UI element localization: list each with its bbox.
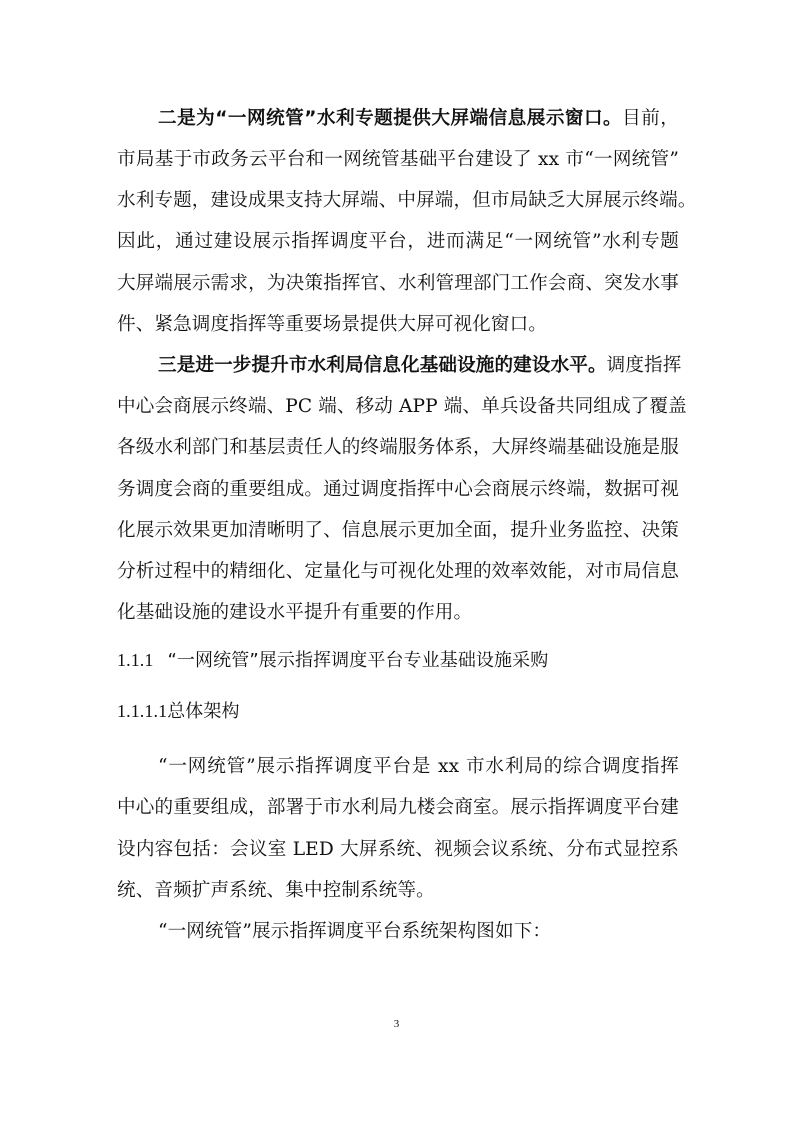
heading-title: “一网统管”展示指挥调度平台专业基础设施采购 [167, 650, 549, 671]
section-heading-1-1-1-1 [117, 699, 679, 724]
paragraph-4-line-4: 统、音频扩声系统、集中控制系统等。 [117, 880, 435, 901]
paragraph-4-line-3: 设内容包括：会议室 LED 大屏系统、视频会议系统、分布式显控系 [117, 839, 679, 860]
paragraph-2-line-5: 大屏端展示需求，为决策指挥官、水利管理部门工作会商、突发水事 [117, 273, 679, 294]
paragraph-3-line-3: 各级水利部门和基层责任人的终端服务体系，大屏终端基础设施是服 [117, 437, 679, 458]
page-number: 3 [393, 1018, 400, 1030]
paragraph-5: “一网统管”展示指挥调度平台系统架构图如下： [158, 921, 552, 942]
heading-number: 1.1.1.1 [117, 701, 168, 721]
paragraph-3-text: 调度指挥 [606, 355, 682, 376]
heading-number: 1.1.1 [117, 650, 154, 670]
paragraph-2-line-3: 水利专题，建设成果支持大屏端、中屏端，但市局缺乏大屏展示终端。 [117, 190, 697, 211]
paragraph-3-line-2: 中心会商展示终端、PC 端、移动 APP 端、单兵设备共同组成了覆盖 [117, 396, 687, 417]
paragraph-2-text: 目前， [622, 108, 679, 129]
paragraph-3-line-6: 分析过程中的精细化、定量化与可视化处理的效率效能，对市局信息 [117, 561, 679, 582]
paragraph-4-line-1: “一网统管”展示指挥调度平台是 xx 市水利局的综合调度指挥 [158, 756, 679, 777]
paragraph-3-line-4: 务调度会商的重要组成。通过调度指挥中心会商展示终端，数据可视 [117, 479, 679, 500]
paragraph-3-line-1 [158, 354, 682, 378]
heading-title: 总体架构 [167, 701, 240, 722]
paragraph-3-line-7: 化基础设施的建设水平提升有重要的作用。 [117, 602, 473, 623]
paragraph-2-line-4: 因此，通过建设展示指挥调度平台，进而满足“一网统管”水利专题 [117, 231, 679, 252]
paragraph-3-line-5: 化展示效果更加清晰明了、信息展示更加全面，提升业务监控、决策 [117, 520, 679, 541]
paragraph-2-bold-lead: 二是为“一网统管”水利专题提供大屏端信息展示窗口。 [158, 108, 623, 129]
paragraph-4-line-2: 中心的重要组成，部署于市水利局九楼会商室。展示指挥调度平台建 [117, 797, 679, 818]
paragraph-2-line-1 [158, 107, 679, 131]
paragraph-3-bold-lead: 三是进一步提升市水利局信息化基础设施的建设水平。 [158, 355, 607, 376]
paragraph-2-line-6: 件、紧急调度指挥等重要场景提供大屏可视化窗口。 [117, 314, 547, 335]
section-heading-1-1-1 [117, 648, 679, 673]
paragraph-2-line-2: 市局基于市政务云平台和一网统管基础平台建设了 xx 市“一网统管” [117, 149, 679, 170]
